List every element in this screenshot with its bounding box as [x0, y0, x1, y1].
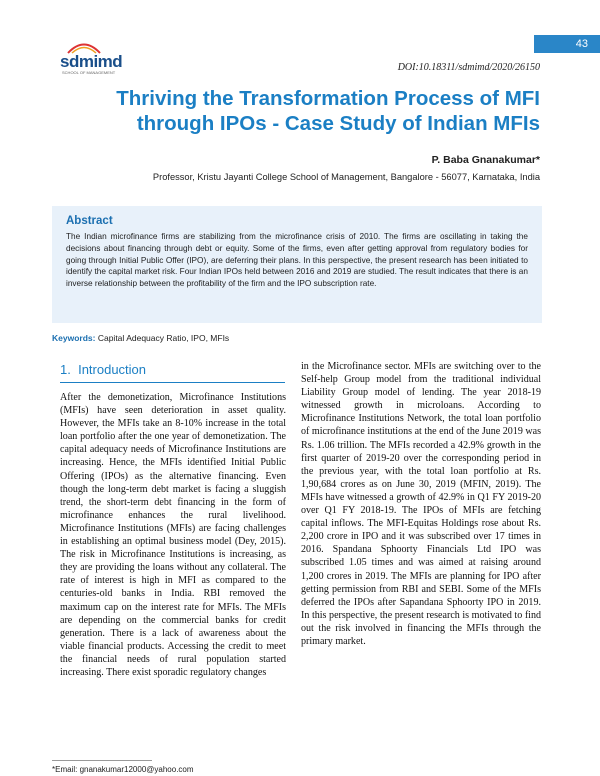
- journal-logo: [60, 40, 130, 75]
- body-text-left: After the demonetization, Microfinance Institutions (MFIs) have seen deterioration in asset quality. However, the MFIs take an 8-10% increase in the total loan portfolio after the one year of demonetization. The capital adequacy needs of Microfinance Institutions are increasing. Hence, the MFIs identified Initial Public Offering (IPOs) as the alternative financing. Even though the long-term debt market is facing a sluggish trend, the short-term debt financing in the form of microfinance enhances the rural livelihood. Microfinance Institutions (MFIs) are facing challenges in establishing an optimal business model (Dey, 2015). The risk in Microfinance Institutions is increasing, as they are providing the loans without any collateral. The rate of interest is high in MFI as compared to the centuries-old banks in India. RBI removed the maximum cap on the interest rate for MFIs. The MFIs are depending on the commercial banks for credit generation. There is a lack of awareness about the viable financial products. Accessing the credit to meet the financial needs of rural population started increasing. There exist sporadic regulatory changes: [60, 392, 286, 678]
- footnote: *Email: gnanakumar12000@yahoo.com: [52, 765, 194, 774]
- body-column-left: [60, 391, 286, 679]
- abstract-heading: Abstract: [66, 215, 113, 227]
- footnote-divider: [52, 760, 152, 761]
- logo-tagline: SCHOOL OF MANAGEMENT: [62, 70, 116, 75]
- body-text-right: in the Microfinance sector. MFIs are switching over to the Self-help Group model from the traditional individual Liability Group model of lending. The year 2018-19 witnessed growth in microloans. According to Microfinance Institutions Network, the total loan portfolio of microfinance institutions at the end of the June 2019 was Rs. 1.06 trillion. The MFIs recorded a 42.9% growth in the first quarter of 2019-20 over the corresponding period in the previous year, with the total loan portfolio at Rs. 1,90,684 crores as on June 30, 2019 (MFIN, 2019). The MFIs have witnessed a growth of 42.9% in Q1 FY 2019-20 over Q1 FY 2018-19. The IPOs of MFIs are fetching capital inflows. The MFI-Equitas Holdings rose about Rs. 2,200 crore in IPO and it was subscribed over 17 times in 2016. Spandana Sphoorty Financials Ltd IPO was subscribed 1.05 times and was aimed at raising around 1,200 crores in 2019. The MFIs are planning for IPO after getting permission from RBI and SEBI. Some of the MFIs deferred the IPOs after Sapandana Sphoorty IPO in 2019. In this perspective, the present research is motivated to find out the risk involved in financing the MFIs through the primary market.: [301, 361, 541, 647]
- section-number: 1.: [60, 362, 71, 377]
- page-number: 43: [534, 35, 600, 53]
- section-title: Introduction: [78, 362, 147, 377]
- section-rule: [60, 382, 285, 383]
- abstract-box: [52, 206, 542, 323]
- logo-brand: sdmimd: [60, 52, 123, 71]
- author-name: P. Baba Gnanakumar*: [431, 154, 540, 166]
- body-column-right: [301, 360, 541, 648]
- abstract-text: The Indian microfinance firms are stabilizing from the microfinance crisis of 2010. The firms are oscillating in taking the decisions about financing through debt or equity. Some of the firms, even after getting approval from regulatory bodies for going through Initial Public Offer (IPO), are deferring their plans. In this perspective, the present research has been initiated to identify the capital market risk. Four Indian IPOs held between 2016 and 2019 are studied. The result indicates that there is an inverse relationship between the profitability of the firm and the IPO subscription rate.: [66, 232, 528, 289]
- paper-title: Thriving the Transformation Process of MFI through IPOs - Case Study of Indian MFIs: [116, 87, 540, 135]
- section-heading: [60, 362, 285, 377]
- keywords: [52, 333, 229, 343]
- author-affiliation: Professor, Kristu Jayanti College School of Management, Bangalore - 56077, Karnataka, India: [152, 172, 540, 182]
- doi[interactable]: DOI:10.18311/sdmimd/2020/26150: [397, 62, 540, 73]
- keywords-text: Capital Adequacy Ratio, IPO, MFIs: [97, 333, 230, 343]
- keywords-label: Keywords:: [52, 333, 96, 343]
